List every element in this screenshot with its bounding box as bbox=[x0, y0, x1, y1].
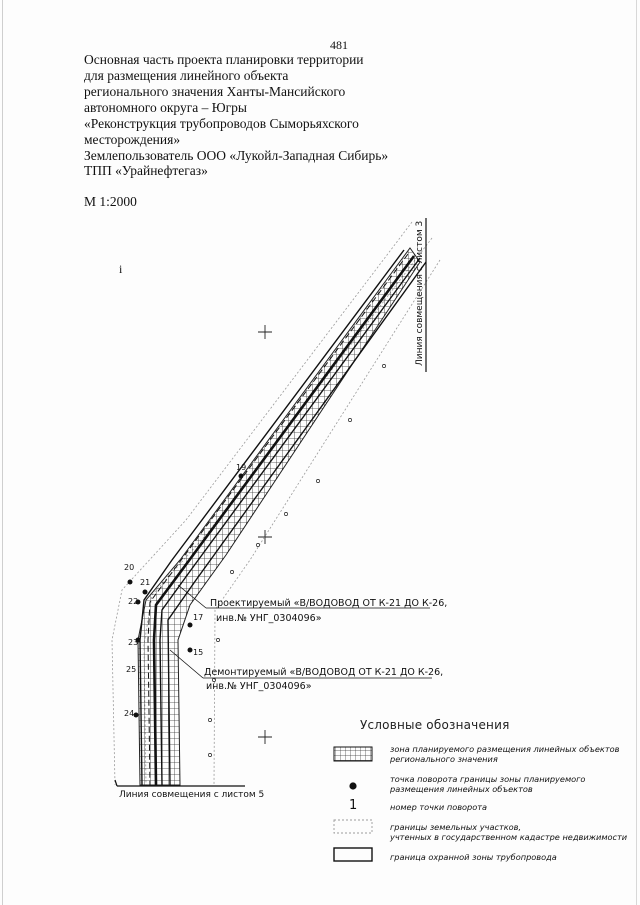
north-arrow-icon: i bbox=[119, 262, 123, 276]
title-line: Основная часть проекта планировки территории bbox=[84, 52, 364, 67]
turn-point bbox=[239, 474, 244, 479]
point-number: 20 bbox=[124, 563, 135, 572]
legend-turn-point-line: размещения линейных объектов bbox=[390, 784, 533, 795]
match-line-top-label: Линия совмещения с листом 3 bbox=[415, 220, 425, 366]
point-number: 19 bbox=[236, 463, 247, 472]
legend-zone-text bbox=[390, 744, 620, 765]
legend-zone-swatch bbox=[334, 747, 372, 761]
point-number: 22 bbox=[128, 597, 139, 606]
legend-turn-point-text bbox=[390, 774, 585, 795]
legend-zone-line: зона планируемого размещения линейных объектов bbox=[390, 744, 620, 754]
point-number: 21 bbox=[140, 578, 151, 587]
match-line-bottom-label: Линия совмещения с листом 5 bbox=[119, 790, 265, 800]
point-number: 17 bbox=[193, 613, 204, 622]
legend-parcels-text bbox=[390, 822, 627, 843]
turn-point bbox=[143, 590, 148, 595]
page-number: 481 bbox=[330, 38, 348, 52]
point-number: 25 bbox=[126, 665, 137, 674]
point-number: 15 bbox=[193, 648, 204, 657]
legend-zone-line: регионального значения bbox=[390, 754, 498, 765]
title-line: месторождения» bbox=[84, 131, 181, 147]
pipelines bbox=[148, 254, 420, 785]
turn-point bbox=[134, 713, 139, 718]
dismantled-pipeline-inv: инв.№ УНГ_0304096» bbox=[206, 681, 312, 692]
title-line: автономного округа – Югры bbox=[84, 99, 247, 115]
legend-parcels-line: учтенных в государственном кадастре недвижимости bbox=[390, 832, 628, 843]
turn-point bbox=[188, 648, 193, 653]
title-line: для размещения линейного объекта bbox=[84, 67, 289, 83]
legend-point-number-sample: 1 bbox=[349, 798, 358, 813]
point-number: 24 bbox=[124, 709, 135, 718]
title-line: Землепользователь ООО «Лукойл-Западная Сибирь» bbox=[84, 147, 389, 163]
point-number: 23 bbox=[128, 638, 139, 647]
turn-point bbox=[128, 580, 133, 585]
title-line: «Реконструкция трубопроводов Сыморьяхского bbox=[84, 115, 359, 131]
legend-title: Условные обозначения bbox=[360, 718, 510, 732]
projected-pipeline-label: Проектируемый «В/ВОДОВОД ОТ К-21 ДО К-26, bbox=[210, 598, 448, 609]
protection-zone-boundary bbox=[140, 250, 426, 785]
legend-point-number-text: номер точки поворота bbox=[390, 802, 488, 812]
legend-turn-point-swatch bbox=[349, 782, 356, 789]
dismantled-pipeline-label: Демонтируемый «В/ВОДОВОД ОТ К-21 ДО К-26, bbox=[204, 667, 444, 678]
title-line: ТПП «Урайнефтегаз» bbox=[84, 163, 208, 179]
legend-protection-text: граница охранной зоны трубопровода bbox=[390, 852, 557, 862]
legend-parcel-swatch bbox=[334, 820, 372, 833]
legend-protection-swatch bbox=[334, 848, 372, 861]
turn-point bbox=[188, 623, 193, 628]
map-scale: М 1:2000 bbox=[84, 194, 137, 209]
legend-parcels-line: границы земельных участков, bbox=[390, 822, 522, 832]
legend-turn-point-line: точка поворота границы зоны планируемого bbox=[390, 774, 586, 784]
title-line: регионального значения Ханты-Мансийского bbox=[84, 83, 346, 99]
projected-pipeline-inv: инв.№ УНГ_0304096» bbox=[216, 613, 322, 624]
